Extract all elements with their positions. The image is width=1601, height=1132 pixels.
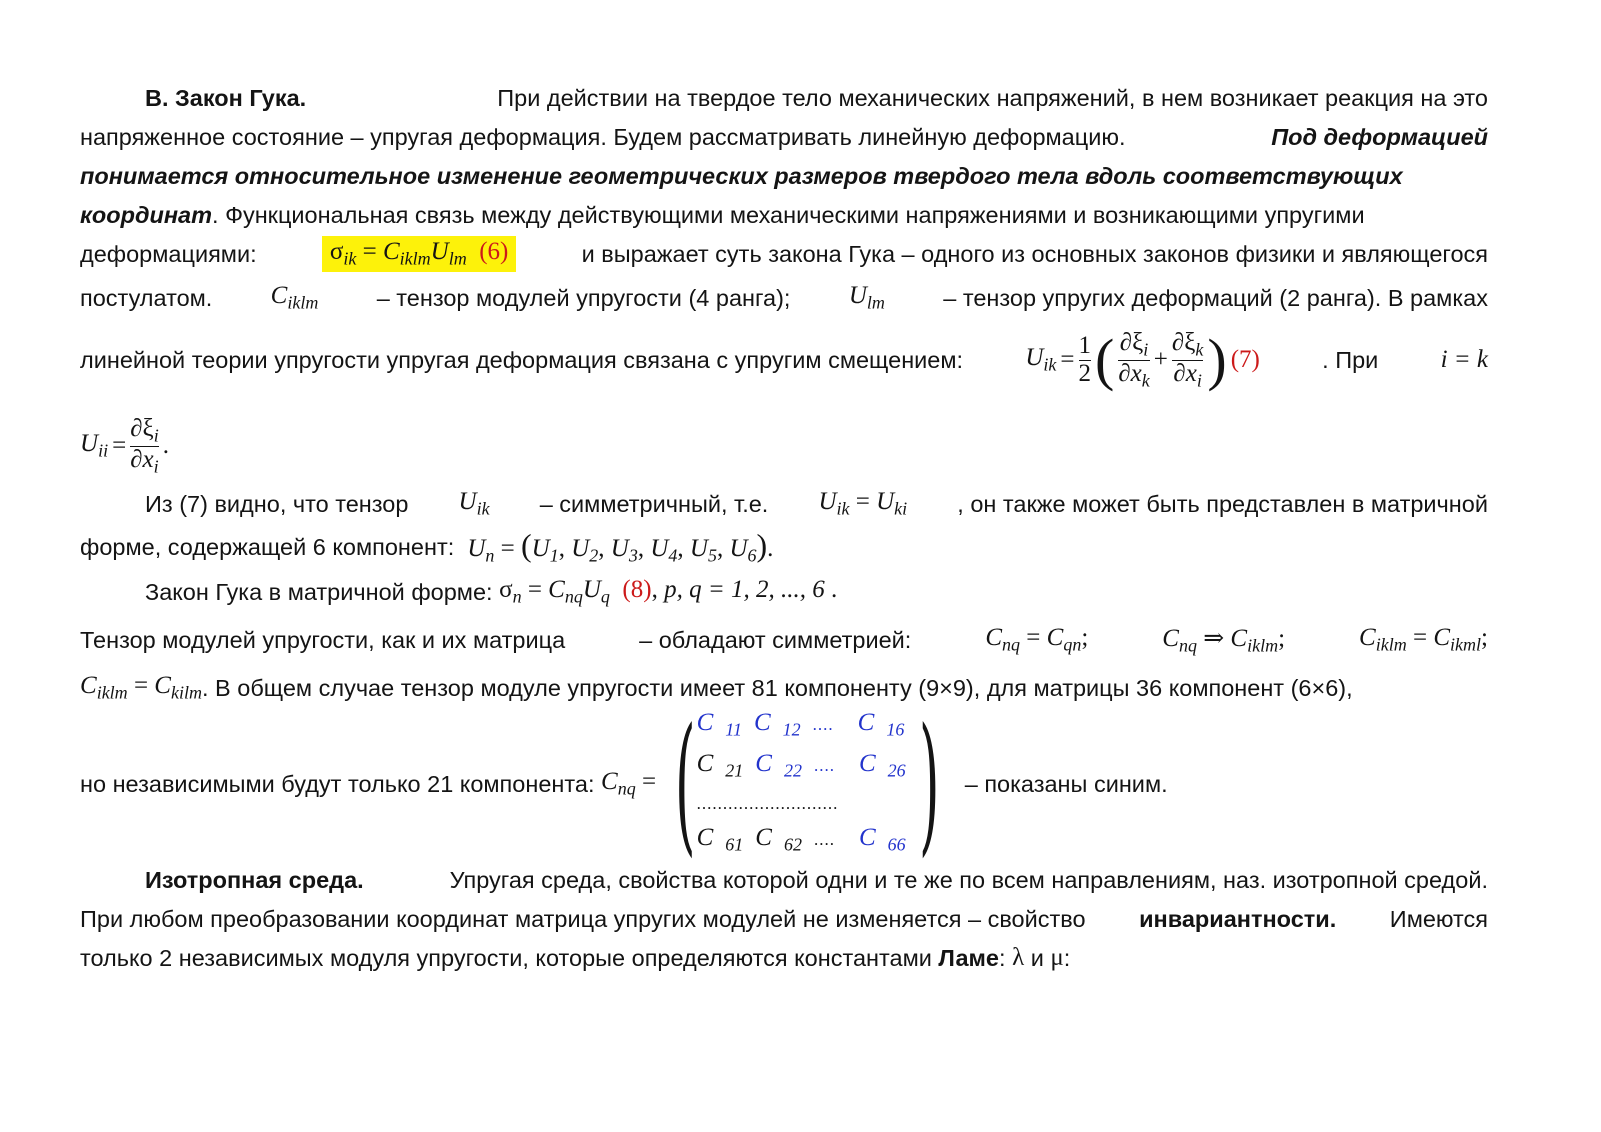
un-component: $U_2$ xyxy=(571,535,599,566)
un-component: $U_6$ xyxy=(729,535,757,566)
symmetry-eq: $U_{ik} = U_{ki}$ xyxy=(818,488,908,519)
matrix-cell: C $_{11}$ xyxy=(696,709,742,740)
c-iklm: $C_{iklm}$ xyxy=(270,282,319,313)
p3-line-2 xyxy=(80,899,1488,939)
lame-bold: Ламе xyxy=(938,944,999,971)
section-heading-isotropic: Изотропная среда. xyxy=(145,866,364,893)
equation-uii: $U_{ii}$ = $\frac{\partial\xi_i}{\partial x_i}$ . xyxy=(80,415,169,476)
u-lm: $U_{lm}$ xyxy=(848,282,885,313)
definition-bold: Под деформацией xyxy=(1271,123,1488,150)
sym-3: $C_{iklm} = C_{ikml}$; xyxy=(1359,624,1488,655)
text: . Функциональная связь между действующими механическими напряжениями и возникающими упругими xyxy=(212,201,1365,228)
text: – тензор модулей упругости (4 ранга); xyxy=(376,284,791,311)
matrix-cell: C $_{61}$ xyxy=(696,824,744,855)
c-nq: $C_{nq}$ = xyxy=(601,768,657,799)
text: – тензор упругих деформаций (2 ранга). В рамках xyxy=(943,284,1488,311)
matrix-cell: .... xyxy=(813,755,835,775)
p2-line-1 xyxy=(145,484,1488,524)
definition-bold: понимается относительное изменение геометрических размеров твердого тела вдоль соответствующих xyxy=(80,162,1403,189)
equation-tag-8: (8) xyxy=(622,576,652,604)
un-component: $U_3$ xyxy=(610,535,638,566)
equation-8: $\sigma_n = C_{nq}U_q$ (8), p, q = 1, 2, ..., 6 . xyxy=(499,576,838,607)
text: постулатом. xyxy=(80,284,213,311)
p2-line-3 xyxy=(145,572,1488,612)
un-component: $U_4$ xyxy=(650,535,678,566)
p1-line-8 xyxy=(80,415,1488,476)
text: : xyxy=(999,944,1006,971)
equation-tag-7: (7) xyxy=(1230,346,1260,373)
matrix-row xyxy=(697,706,918,746)
text: . В общем случае тензор модуле упругости имеет 81 компоненту (9×9), для матрицы 36 компонент (6×6), xyxy=(201,674,1353,701)
equation-6-highlight: $\sigma_{ik} = C_{iklm}U_{lm}$ (6) xyxy=(322,236,517,271)
p1-line-1 xyxy=(145,78,1488,118)
un-vector: $U_n = (U_1$, $U_2$, $U_3$, $U_4$, $U_5$, $U_6$). xyxy=(467,527,774,566)
matrix-cell: C $_{21}$ xyxy=(696,749,744,781)
p1-line-7 xyxy=(80,320,1488,400)
equation-tag-6: (6) xyxy=(479,238,509,266)
text: и выражает суть закона Гука – одного из основных законов физики и являющегося xyxy=(581,240,1488,267)
text: Закон Гука в матричной форме: xyxy=(145,578,493,605)
u-ik: $U_{ik}$ xyxy=(458,488,490,519)
condition: i = k xyxy=(1440,346,1488,373)
matrix-block xyxy=(80,697,1488,871)
text: только 2 независимых модуля упругости, которые определяются константами xyxy=(80,944,932,971)
text: : xyxy=(1063,944,1071,971)
p1-line-4 xyxy=(80,195,1488,235)
text: линейной теории упругости упругая деформация связана с упругим смещением: xyxy=(80,346,964,373)
p2-line-2 xyxy=(80,527,1488,567)
p2-line-4 xyxy=(80,620,1488,660)
text: Тензор модулей упругости, как и их матрица xyxy=(80,626,566,653)
matrix-dots-row: ........................... xyxy=(696,794,839,814)
matrix-cell: C $_{62}$ xyxy=(755,824,802,855)
matrix-row xyxy=(697,747,918,787)
definition-bold: координат xyxy=(80,201,213,228)
matrix-cell: .... xyxy=(813,830,835,850)
un-component: $U_1$ xyxy=(531,535,559,566)
text: Упругая среда, свойства которой одни и те же по всем направлениям, наз. изотропной средой. xyxy=(449,866,1488,893)
p1-line-2 xyxy=(80,117,1488,157)
text: и xyxy=(1030,944,1044,971)
sym-1: $C_{nq} = C_{qn}$; xyxy=(985,624,1089,655)
p3-line-1 xyxy=(145,860,1488,900)
lambda-symbol: λ xyxy=(1012,944,1025,971)
section-heading-hooke: B. Закон Гука. xyxy=(145,84,307,111)
bold-term: инвариантности. xyxy=(1139,905,1337,932)
text: Из (7) видно, что тензор xyxy=(145,490,409,517)
un-component: $U_5$ xyxy=(689,535,717,566)
mu-symbol: μ xyxy=(1050,944,1064,971)
text: но независимыми будут только 21 компонента: xyxy=(80,770,595,797)
equation-7: $U_{ik}$ = $\frac{1}{2}$ ( $\frac{\partial\xi_i}{\partial x_k}$ + $\frac{\partial\xi_k}{\partial x_i}$ ) (7) xyxy=(1025,327,1260,392)
matrix-cell: .... xyxy=(812,715,834,735)
text: деформациями: xyxy=(80,240,257,267)
text: При действии на твердое тело механических напряжений, в нем возникает реакция на это xyxy=(497,84,1488,111)
p1-line-5 xyxy=(80,234,1488,274)
matrix-cell: C $_{66}$ xyxy=(858,824,906,855)
p1-line-6 xyxy=(80,278,1488,318)
matrix-cell: C $_{12}$ xyxy=(753,709,801,740)
text: Имеются xyxy=(1389,905,1488,932)
p2-line-5 xyxy=(80,668,1488,708)
stiffness-matrix: ( C $_{11}$ C $_{12}$ .... C $_{16}$ C $_{21}$ C $_{22}$ .... C $_{26}$ ........................... C $_{61}$ C $_{62}$ .... C $_{66}$ ) xyxy=(675,697,940,871)
text: – симметричный, т.е. xyxy=(539,490,769,517)
text: – показаны синим. xyxy=(964,770,1168,797)
p2-line-6 xyxy=(80,697,1168,871)
text: , он также может быть представлен в матричной xyxy=(957,490,1488,517)
text: При любом преобразовании координат матрица упругих модулей не изменяется – свойство xyxy=(80,905,1086,932)
text: напряженное состояние – упругая деформация. Будем рассматривать линейную деформацию. xyxy=(80,123,1126,150)
matrix-cell: C $_{22}$ xyxy=(755,749,802,781)
matrix-row xyxy=(697,821,918,861)
matrix-cell: C $_{16}$ xyxy=(857,709,905,740)
matrix-cell: C $_{26}$ xyxy=(858,749,906,781)
p3-line-3 xyxy=(80,938,1488,978)
text: . При xyxy=(1322,346,1379,373)
text: – обладают симметрией: xyxy=(639,626,912,653)
sym-4: $C_{iklm} = C_{kilm}$ xyxy=(80,672,202,703)
sym-2: $C_{nq}$ ⇒ $C_{iklm}$; xyxy=(1162,625,1286,656)
p1-line-3 xyxy=(80,156,1488,196)
text: форме, содержащей 6 компонент: xyxy=(80,533,455,560)
